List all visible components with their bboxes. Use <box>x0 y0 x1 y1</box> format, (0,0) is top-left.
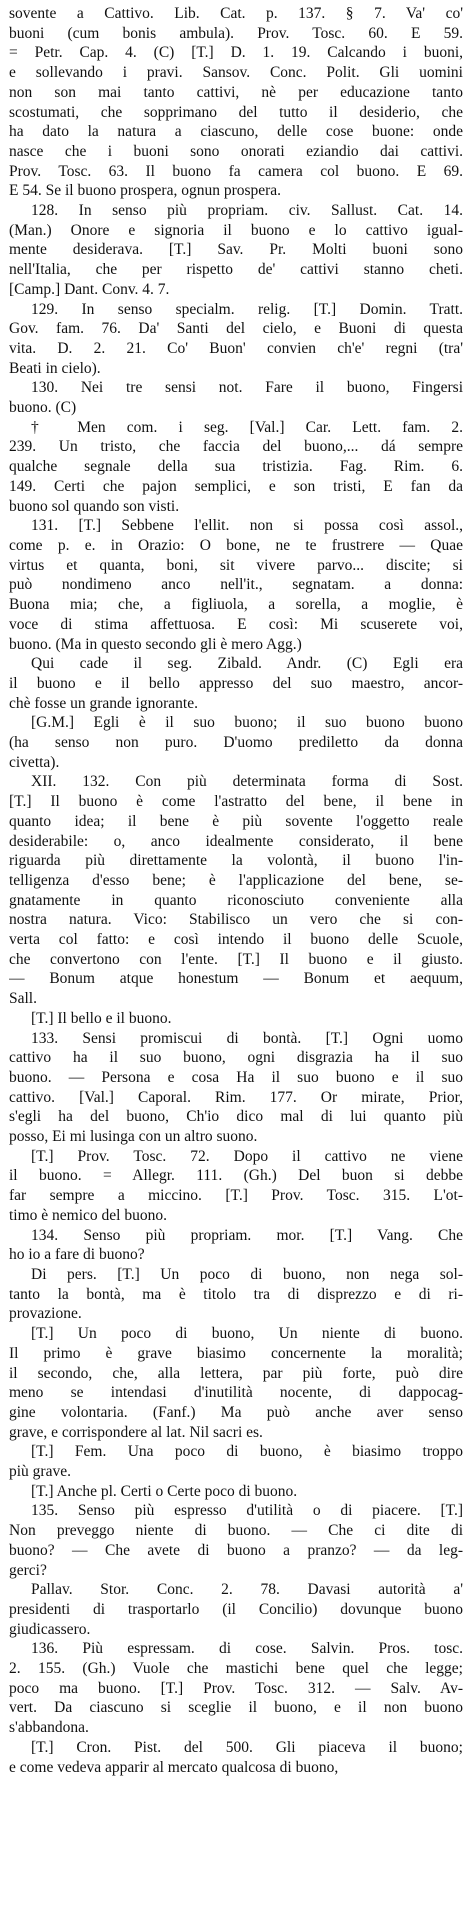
text-line: telligenza d'esso bene; è l'applicazione del bene, se- <box>9 871 463 889</box>
text-line: [T.] Un poco di buono, Un niente di buono. <box>31 1325 463 1343</box>
text-line: Non preveggo niente di buono. — Che ci dite di <box>9 1522 463 1540</box>
text-line: 2. 155. (Gh.) Vuole che mastichi bene quel che legge; <box>9 1660 463 1678</box>
text-line: (Man.) Onore e signoria il buono e lo cattivo igual- <box>9 221 463 239</box>
text-line: e come vedeva apparir al mercato qualcosa di buono, <box>9 1758 339 1776</box>
text-line: quanto idea; il bene è più sovente l'oggetto reale <box>9 812 463 830</box>
text-line: [T.] Il bello e il buono. <box>31 1009 172 1027</box>
text-line: vert. Da ciascuno si sceglie il buono, e il non buono <box>9 1699 463 1717</box>
text-line: vita. D. 2. 21. Co' Buon' convien ch'e' regni (tra' <box>9 339 463 357</box>
text-line: scostumati, che sopprimano del tutto il desiderio, che <box>9 103 463 121</box>
text-line: 134. Senso più propriam. mor. [T.] Vang. Che <box>31 1226 463 1244</box>
text-line: 149. Certi che pajon semplici, e son tristi, E fan da <box>9 477 463 495</box>
text-line: — Bonum atque honestum — Bonum et aequum, <box>9 970 463 988</box>
text-line: ha dato la natura a ciascuno, delle cose buone: onde <box>9 123 463 141</box>
text-line: buono sol quando son visti. <box>9 497 180 515</box>
text-line: qualche segnale della sua tristizia. Fag. Rim. 6. <box>9 458 463 476</box>
text-line: buoni (cum bonis ambula). Prov. Tosc. 60. E 59. <box>9 24 463 42</box>
text-line: nostra natura. Vico: Stabilisco un vero che si con- <box>9 911 463 929</box>
text-line: cattivo ha il suo buono, ogni disgrazia ha il suo <box>9 1049 463 1067</box>
text-line: gnatamente in quanto riconosciuto conveniente alla <box>9 891 463 909</box>
text-line: gerci? <box>9 1561 47 1579</box>
text-line: mente desiderava. [T.] Sav. Pr. Molti buoni sono <box>9 241 463 259</box>
text-line: Qui cade il seg. Zibald. Andr. (C) Egli era <box>31 655 463 673</box>
text-line: far sempre a miccino. [T.] Prov. Tosc. 315. L'ot- <box>9 1187 463 1205</box>
text-line: tanto la bontà, ma è titolo tra di disprezzo e di ri- <box>9 1285 463 1303</box>
text-line: provazione. <box>9 1305 82 1323</box>
text-line: civetta). <box>9 753 60 771</box>
text-line: non son mai tanto cattivi, nè per educazione tanto <box>9 83 463 101</box>
text-line: buono. (Ma in questo secondo gli è mero Agg.) <box>9 635 302 653</box>
text-line: desiderabile: o, anco idealmente considerato, il bene <box>9 832 463 850</box>
text-line: presidenti di trasportarlo (il Concilio) dovunque buono <box>9 1600 463 1618</box>
text-line: il buono. = Allegr. 111. (Gh.) Del buon si debbe <box>9 1167 463 1185</box>
text-line: s'egli ha del buono, Ch'io dico mal di lui quanto più <box>9 1108 463 1126</box>
text-line: riguarda più direttamente la volontà, il buono l'in- <box>9 852 463 870</box>
text-line: XII. 132. Con più determinata forma di Sost. <box>31 773 463 791</box>
text-line: (ha senso non puro. D'uomo prediletto da donna <box>9 734 463 752</box>
text-line: s'abbandona. <box>9 1719 89 1737</box>
text-line: [T.] Prov. Tosc. 72. Dopo il cattivo ne viene <box>31 1147 463 1165</box>
text-line: [G.M.] Egli è il suo buono; il suo buono buono <box>31 714 463 732</box>
text-line: 128. In senso più propriam. civ. Sallust. Cat. 14. <box>31 202 463 220</box>
text-line: il buono e il bello appresso del suo maestro, ancor- <box>9 674 463 692</box>
text-line: buono. — Persona e cosa Ha il suo buono e il suo <box>9 1068 463 1086</box>
text-line: buono? — Che avete di buono a pranzo? — da leg- <box>9 1541 463 1559</box>
text-line: il secondo, che, alla lettera, par più forte, può dire <box>9 1364 463 1382</box>
text-line: Beati in cielo). <box>9 359 101 377</box>
text-line: [T.] Cron. Pist. del 500. Gli piaceva il buono; <box>31 1738 463 1756</box>
text-line: meno se intendasi d'inutilità nocente, di dappocag- <box>9 1384 463 1402</box>
text-line: Di pers. [T.] Un poco di buono, non nega sol- <box>31 1266 463 1283</box>
text-line: può nondimeno anco nell'it., segnatam. a donna: <box>9 576 463 594</box>
text-line: Gov. fam. 76. Da' Santi del cielo, e Buoni di questa <box>9 320 463 338</box>
text-line: [T.] Fem. Una poco di buono, è biasimo troppo <box>31 1443 463 1461</box>
text-line: nell'Italia, che per rispetto de' cattivi stanno cheti. <box>9 261 463 279</box>
text-line: come p. e. in Orazio: O bone, ne te frustrere — Quae <box>9 536 463 554</box>
text-line: 133. Sensi promiscui di bontà. [T.] Ogni uomo <box>31 1029 463 1047</box>
text-line: gine volontaria. (Fanf.) Ma può anche aver senso <box>9 1403 463 1421</box>
text-line: Il primo è grave biasimo concernente la moralità; <box>9 1344 463 1362</box>
text-line: buono. (C) <box>9 399 77 417</box>
text-line: 239. Un tristo, che faccia del buono,... dá sempre <box>9 438 463 456</box>
text-line: sovente a Cattivo. Lib. Cat. p. 137. § 7. Va' co' <box>9 5 463 22</box>
text-line: posso, Ei mi lusinga con un altro suono. <box>9 1128 258 1146</box>
text-line: più grave. <box>9 1463 71 1481</box>
text-line: 129. In senso specialm. relig. [T.] Domin. Tratt. <box>31 300 463 318</box>
text-line: ho io a fare di buono? <box>9 1246 145 1264</box>
text-line: 136. Più espressam. di cose. Salvin. Pros. tosc. <box>31 1640 463 1658</box>
text-line: 130. Nei tre sensi not. Fare il buono, Fingersi <box>31 379 463 397</box>
text-line: 135. Senso più espresso d'utilità o di piacere. [T.] <box>31 1502 463 1520</box>
text-line: Buona mia; che, a figliuola, a sorella, a moglie, è <box>9 596 463 614</box>
text-line: 131. [T.] Sebbene l'ellit. non si possa così assol., <box>31 517 463 535</box>
text-line: grave, e corrispondere al lat. Nil sacri es. <box>9 1423 263 1441</box>
text-line: poco ma buono. [T.] Prov. Tosc. 312. — Salv. Av- <box>9 1679 463 1697</box>
text-line: = Petr. Cap. 4. (C) [T.] D. 1. 19. Calcando i buoni, <box>9 44 463 62</box>
text-line: † Men com. i seg. [Val.] Car. Lett. fam. 2. <box>31 418 463 436</box>
text-line: Prov. Tosc. 63. Il buono fa camera col buono. E 69. <box>9 162 463 180</box>
text-line: [T.] Anche pl. Certi o Certe poco di buono. <box>31 1482 298 1500</box>
text-line: nasce che i buoni sono onorati eziandio dai cattivi. <box>9 142 463 160</box>
text-line: verta col fatto: e così intendo il buono delle Scuole, <box>9 931 463 949</box>
text-line: e sollevando i pravi. Sansov. Conc. Polit. Gli uomini <box>9 64 463 82</box>
text-line: voce di stima affettuosa. E così: Mi scuserete voi, <box>9 615 463 633</box>
text-line: chè fosse un grande ignorante. <box>9 694 198 712</box>
text-line: timo è nemico del buono. <box>9 1206 167 1224</box>
text-line: [Camp.] Dant. Conv. 4. 7. <box>9 280 170 298</box>
text-line: cattivo. [Val.] Caporal. Rim. 177. Or mirate, Prior, <box>9 1088 463 1106</box>
text-line: Pallav. Stor. Conc. 2. 78. Davasi autorità a' <box>31 1581 463 1599</box>
text-line: virtus et quanta, boni, sit vivere parvo... discite; si <box>9 556 463 574</box>
text-line: giudicassero. <box>9 1620 91 1638</box>
text-line: Sall. <box>9 990 37 1008</box>
text-line: che convertono con l'ente. [T.] Il buono e il giusto. <box>9 950 463 968</box>
text-line: [T.] Il buono è come l'astratto del bene, il bene in <box>9 793 463 811</box>
text-line: E 54. Se il buono prospera, ognun prospera. <box>9 182 282 200</box>
